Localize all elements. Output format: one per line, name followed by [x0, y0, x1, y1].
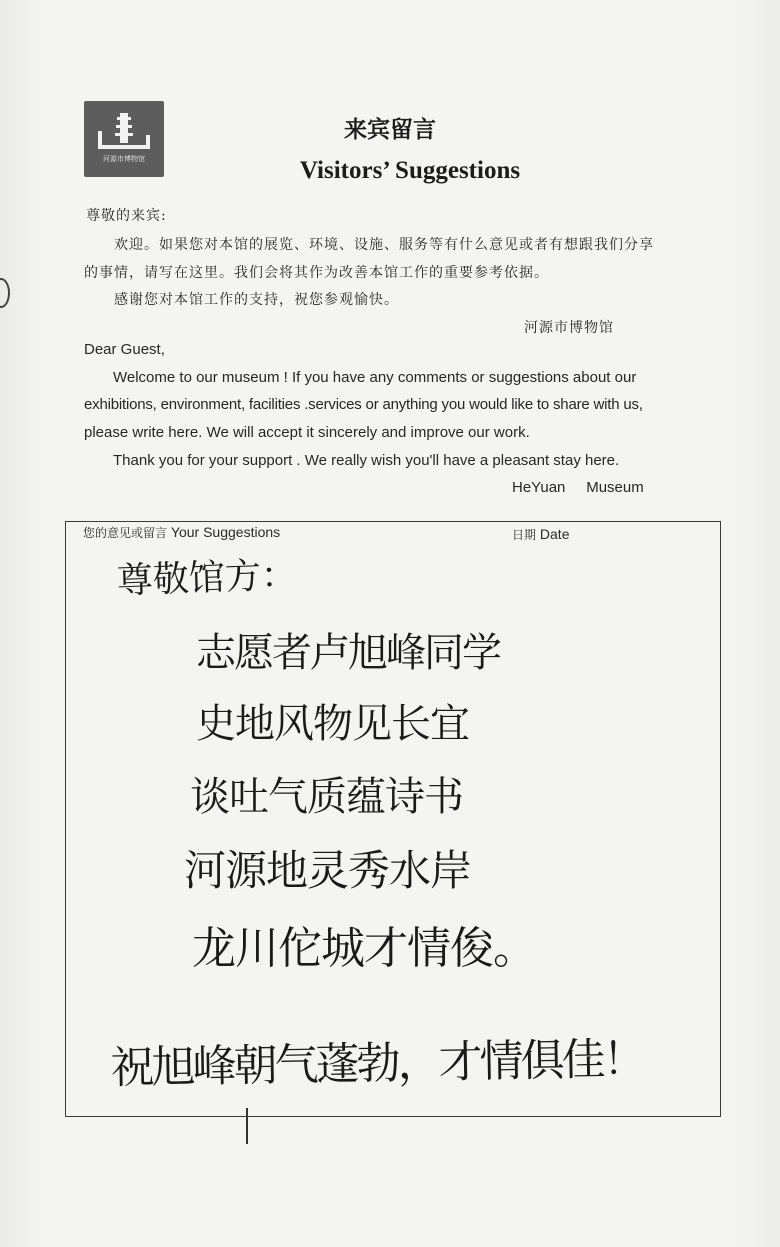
pen-stroke-mark — [246, 1108, 248, 1144]
cn-intro-line-3: 感谢您对本馆工作的支持，祝您参观愉快。 — [114, 292, 399, 308]
binder-hole-mark — [0, 278, 10, 308]
date-label — [512, 526, 569, 543]
en-intro-line-1: Welcome to our museum ! If you have any comments or suggestions about our — [113, 369, 637, 386]
logo-caption: 河源市博物馆 — [103, 155, 145, 163]
cn-greeting: 尊敬的来宾: — [86, 208, 167, 224]
en-intro-line-2: exhibitions, environment, facilities .services or anything you would like to share with us, — [84, 396, 643, 413]
cn-intro-line-1: 欢迎。如果您对本馆的展览、环境、设施、服务等有什么意见或者有想跟我们分享 — [114, 237, 654, 253]
handwriting-line-5: 龙川佗城才情俊。 — [192, 923, 536, 974]
date-label-cn: 日期 — [512, 528, 537, 542]
handwriting-salutation: 尊敬馆方： — [116, 554, 298, 602]
title-english: Visitors’ Suggestions — [299, 157, 521, 184]
handwriting-line-1: 志愿者卢旭峰同学 — [196, 630, 500, 676]
handwriting-line-3: 谈吐气质蕴诗书 — [190, 774, 463, 820]
date-label-en: Date — [539, 526, 570, 542]
en-signature: HeYuan Museum — [512, 479, 644, 496]
suggestion-label-cn: 您的意见或留言 — [83, 526, 168, 540]
en-intro-line-3: please write here. We will accept it sincerely and improve our work. — [84, 424, 530, 441]
handwriting-closing: 祝旭峰朝气蓬勃，才情俱佳！ — [110, 1033, 645, 1094]
handwriting-line-2: 史地风物见长宜 — [196, 701, 469, 747]
handwriting-line-4: 河源地灵秀水岸 — [184, 846, 472, 895]
suggestion-label-en: Your Suggestions — [170, 524, 281, 540]
cn-signature: 河源市博物馆 — [524, 320, 614, 336]
suggestion-label — [83, 524, 280, 541]
cn-intro-line-2: 的事情，请写在这里。我们会将其作为改善本馆工作的重要参考依据。 — [84, 265, 549, 281]
title-chinese: 来宾留言 — [344, 116, 436, 143]
en-greeting: Dear Guest, — [84, 341, 165, 358]
en-intro-line-4: Thank you for your support . We really wish you'll have a pleasant stay here. — [113, 452, 620, 469]
